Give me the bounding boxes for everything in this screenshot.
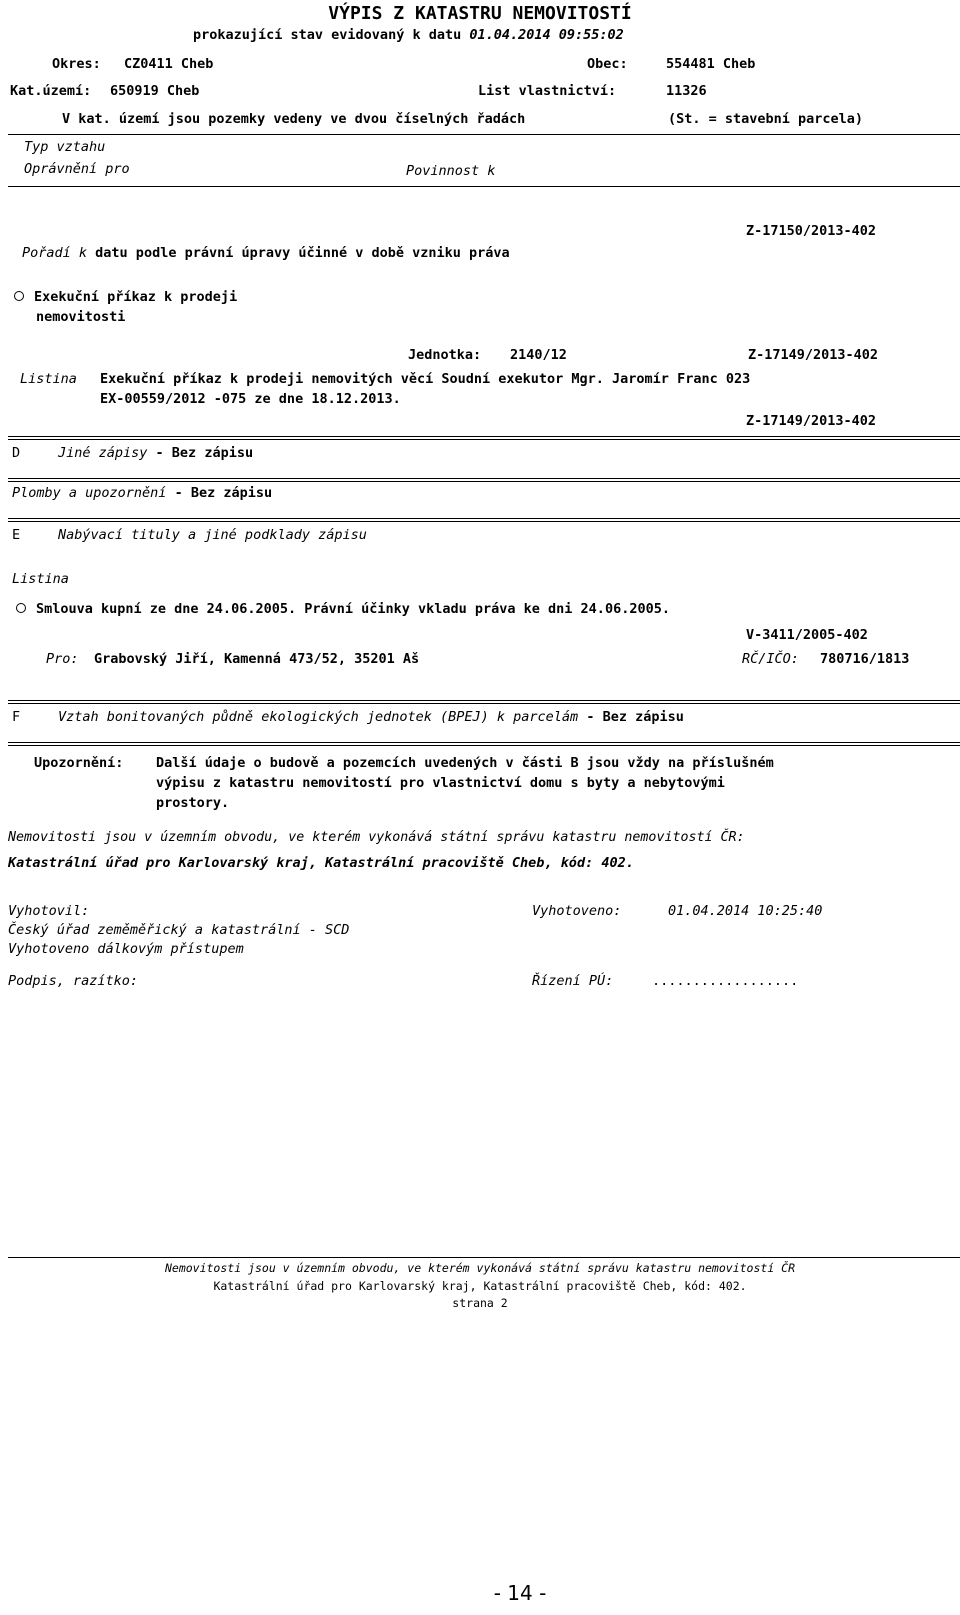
plomby-heading	[12, 486, 272, 502]
section-e-title: Nabývací tituly a jiné podklady zápisu	[58, 527, 367, 543]
section-f-suffix: - Bez zápisu	[586, 709, 684, 725]
vyhotoveno-value: 01.04.2014 10:25:40	[668, 903, 823, 919]
obvod-line1: Nemovitosti jsou v územním obvodu, ve kterém vykonává státní správu katastru nemovitostí ČR:	[8, 830, 745, 845]
footer-line1: Nemovitosti jsou v územním obvodu, ve kterém vykonává státní správu katastru nemovitostí ČR	[164, 1261, 796, 1275]
lv-value: 11326	[666, 83, 707, 99]
divider	[8, 186, 960, 187]
section-d-heading	[58, 446, 253, 462]
katuzemi-value: 650919 Cheb	[110, 83, 200, 99]
upozorneni-line3: prostory.	[156, 795, 230, 811]
plomby-suffix: - Bez zápisu	[174, 485, 273, 501]
section-f-letter: F	[12, 709, 21, 725]
upozorneni-line2: výpisu z katastru nemovitostí pro vlastnictví domu s byty a nebytovými	[156, 775, 725, 791]
pro-label: Pro:	[46, 651, 79, 667]
listina-ref: Z-17149/2013-402	[746, 413, 877, 429]
section-divider	[8, 436, 960, 440]
section-divider	[8, 478, 960, 482]
rc-value: 780716/1813	[820, 651, 910, 667]
section-e-letter: E	[12, 527, 21, 543]
subtitle-prefix: prokazující stav evidovaný k datu	[193, 27, 462, 43]
lv-label: List vlastnictví:	[478, 83, 617, 99]
section-d-title: Jiné zápisy	[58, 445, 148, 461]
footer-divider	[8, 1257, 960, 1258]
upozorneni-label: Upozornění:	[34, 755, 124, 771]
listina-label: Listina	[20, 371, 77, 387]
jednotka-value: 2140/12	[510, 347, 567, 363]
section-f-title: Vztah bonitovaných půdně ekologických jednotek (BPEJ) k parcelám	[58, 709, 579, 725]
subtitle-date: 01.04.2014 09:55:02	[469, 27, 624, 43]
footer-line2: Katastrální úřad pro Karlovarský kraj, Katastrální pracoviště Cheb, kód: 402.	[213, 1279, 747, 1293]
obec-value: 554481 Cheb	[666, 56, 756, 72]
divider	[8, 134, 960, 135]
page-number: - 14 -	[493, 1581, 547, 1605]
pro-value: Grabovský Jiří, Kamenná 473/52, 35201 Aš	[94, 651, 420, 667]
rizeni-dots: ..................	[652, 973, 799, 989]
okres-label: Okres:	[52, 56, 101, 72]
poradi-prefix: Pořadí k	[22, 245, 88, 261]
col-typ-vztahu: Typ vztahu	[24, 139, 106, 155]
subtitle	[193, 28, 624, 44]
exekuce-line1: Exekuční příkaz k prodeji	[34, 289, 238, 305]
vyhotovil-remote: Vyhotoveno dálkovým přístupem	[8, 941, 244, 957]
smlouva-item	[16, 602, 670, 618]
bullet-icon	[16, 603, 26, 613]
vyhotoveno-label: Vyhotoveno:	[532, 903, 622, 919]
podpis-label: Podpis, razítko:	[8, 973, 139, 989]
obvod-line2: Katastrální úřad pro Karlovarský kraj, Katastrální pracoviště Cheb, kód: 402.	[8, 855, 634, 871]
st-note: (St. = stavební parcela)	[668, 111, 864, 127]
page-title: VÝPIS Z KATASTRU NEMOVITOSTÍ	[328, 3, 632, 24]
vyhotovil-value: Český úřad zeměměřický a katastrální - SCD	[8, 922, 350, 938]
poradi-text: datu podle právní úpravy účinné v době vzniku práva	[95, 245, 510, 261]
vyhotovil-label: Vyhotovil:	[8, 903, 90, 919]
plomby-title: Plomby a upozornění	[12, 485, 167, 501]
rady-note: V kat. území jsou pozemky vedeny ve dvou číselných řadách	[62, 111, 526, 127]
section-divider	[8, 700, 960, 704]
col-povinnost-k: Povinnost k	[406, 163, 496, 179]
footer-line3: strana 2	[452, 1296, 508, 1310]
upozorneni-line1: Další údaje o budově a pozemcích uvedených v části B jsou vždy na příslušném	[156, 755, 774, 771]
listina-line1: Exekuční příkaz k prodeji nemovitých věcí Soudní exekutor Mgr. Jaromír Franc 023	[100, 371, 751, 387]
katuzemi-label: Kat.území:	[10, 83, 92, 99]
section-divider	[8, 518, 960, 522]
obec-label: Obec:	[587, 56, 628, 72]
bullet-icon	[14, 291, 24, 301]
poradi-ref: Z-17150/2013-402	[746, 223, 877, 239]
jednotka-ref: Z-17149/2013-402	[748, 347, 879, 363]
smlouva-ref: V-3411/2005-402	[746, 627, 868, 643]
listina-line2: EX-00559/2012 -075 ze dne 18.12.2013.	[100, 391, 401, 407]
section-divider	[8, 742, 960, 746]
section-d-suffix: - Bez zápisu	[155, 445, 254, 461]
exekuce-item	[14, 290, 237, 306]
rc-label: RČ/IČO:	[742, 651, 799, 667]
poradi-line	[22, 246, 510, 262]
section-d-letter: D	[12, 445, 21, 461]
exekuce-line2: nemovitosti	[36, 309, 126, 325]
smlouva-text: Smlouva kupní ze dne 24.06.2005. Právní účinky vkladu práva ke dni 24.06.2005.	[36, 601, 670, 617]
section-e-listina-label: Listina	[12, 571, 69, 587]
rizeni-label: Řízení PÚ:	[532, 973, 614, 989]
section-f-heading	[58, 710, 684, 726]
okres-value: CZ0411 Cheb	[124, 56, 214, 72]
jednotka-label: Jednotka:	[408, 347, 482, 363]
col-opravneni-pro: Oprávnění pro	[24, 161, 130, 177]
